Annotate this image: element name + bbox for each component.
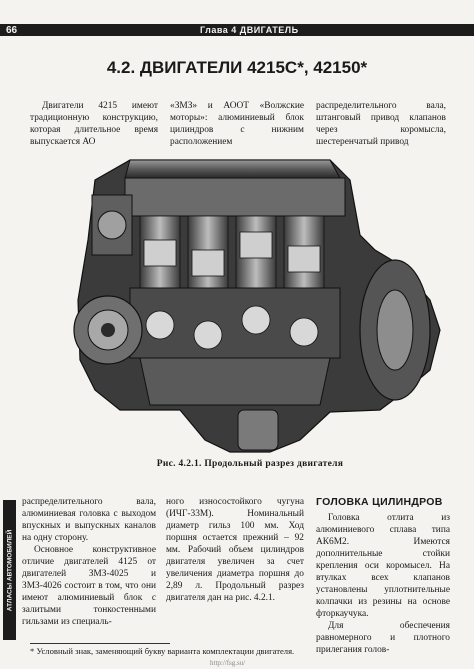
section-heading: 4.2. ДВИГАТЕЛИ 4215С*, 42150* [106, 58, 368, 77]
body-col3-paragraph-2: Для обеспечения равномерного и плотного прилегания голов- [316, 621, 450, 655]
body-column-2 [166, 496, 304, 604]
footnote-rule [30, 643, 170, 644]
watermark-url: http://fsg.su/ [210, 659, 246, 667]
intro-text-3: распределительного вала, штанговый привод клапанов через коромысла, шестеренчатый привод [316, 101, 446, 147]
body-column-3 [316, 512, 450, 656]
body-col2-paragraph-1: ного износостойкого чугуна (ИЧГ-33М). Номинальный диаметр гильз 100 мм. Ход поршня остается прежний – 92 мм. Рабочий объем цилиндров двигателя увеличен за счет увеличения диаметра поршня до 2,89 л. Продольный разрез двигателя дан на рис. 4.2.1. [166, 497, 304, 603]
footnote: * Условный знак, заменяющий букву варианта комплектации двигателя. [30, 646, 295, 656]
side-label-text: АТЛАСЫ АВТОМОБИЛЕЙ [6, 529, 13, 611]
side-label [3, 500, 16, 640]
intro-text-2: «ЗМЗ» и АООТ «Волжские моторы»: алюминиевый блок цилиндров с нижним расположением [170, 101, 304, 147]
subsection-title: ГОЛОВКА ЦИЛИНДРОВ [316, 496, 443, 508]
body-col1-paragraph-1: распределительного вала, алюминиевая головка с выходом впускных и выпускных каналов на одну сторону. [22, 497, 156, 543]
page-number: 66 [6, 25, 18, 36]
body-col3-paragraph-1: Головка отлита из алюминиевого сплава типа АК6М2. Имеются дополнительные стойки крепления оси коромысел. На втулках всех клапанов установлены уплотнительные колпачки из резины на основе фторкаучука. [316, 513, 450, 619]
body-column-1 [22, 496, 156, 628]
body-col1-paragraph-2: Основное конструктивное отличие двигателей 4125 от двигателей ЗМЗ-4025 и ЗМЗ-4026 состоит в том, что они имеют алюминиевый блок с залитыми тонкостенными гильзами из специаль- [22, 545, 156, 627]
chapter-title: Глава 4 ДВИГАТЕЛЬ [200, 25, 299, 35]
figure-caption: Рис. 4.2.1. Продольный разрез двигателя [156, 459, 344, 469]
intro-text-1: Двигатели 4215 имеют традиционную конструкцию, которая длительное время выпускается АО [30, 101, 158, 147]
